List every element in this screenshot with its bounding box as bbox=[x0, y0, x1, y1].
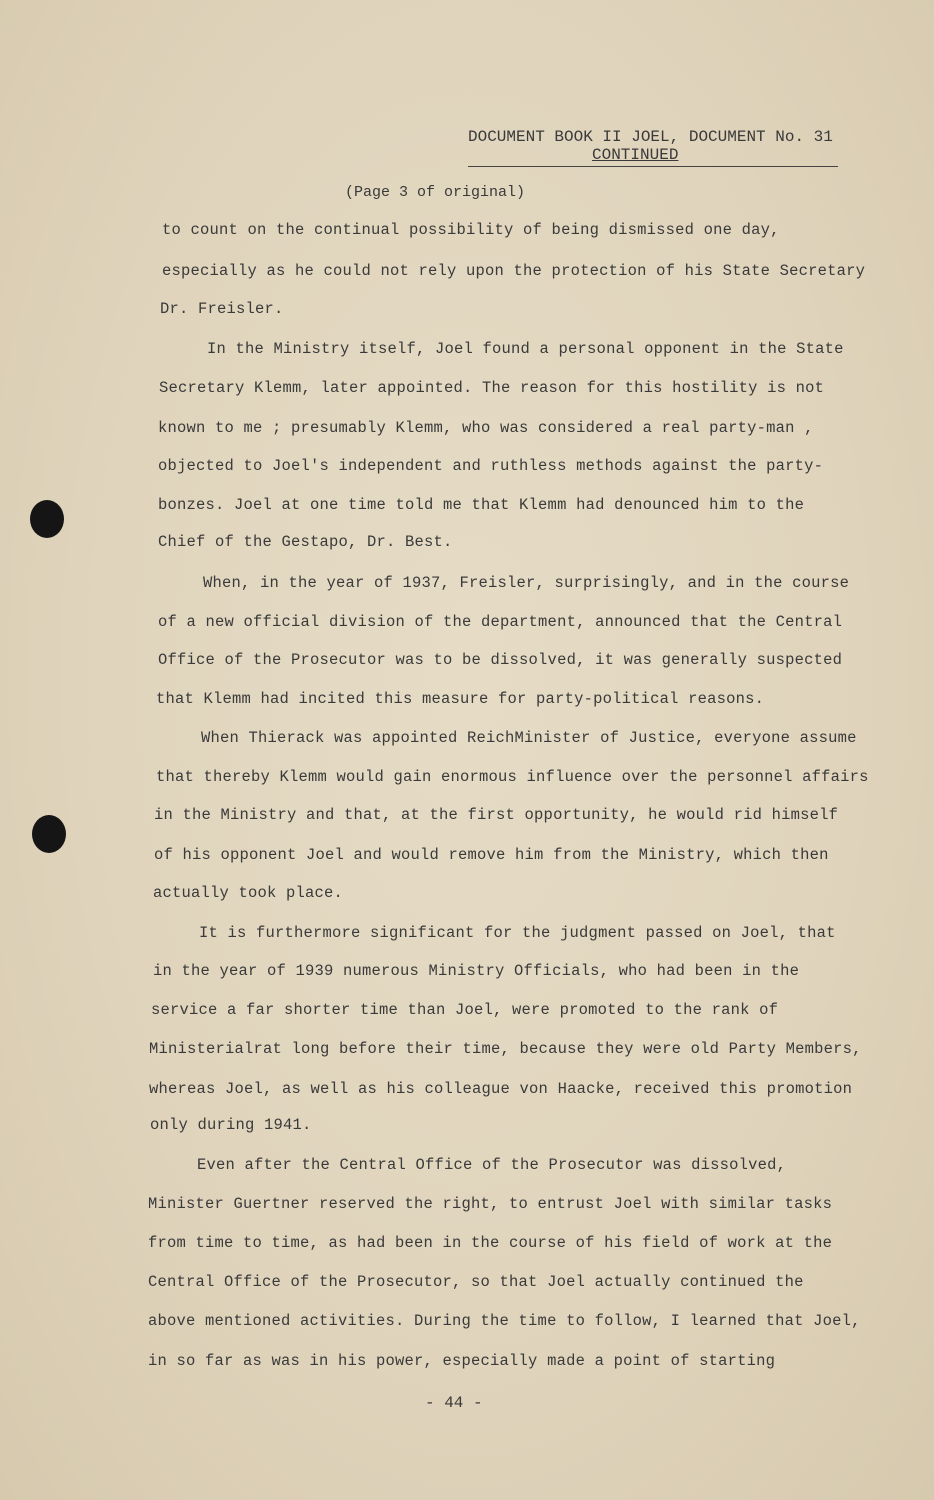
text-line: of a new official division of the department, announced that the Central bbox=[158, 613, 843, 631]
text-line: service a far shorter time than Joel, were promoted to the rank of bbox=[151, 1001, 779, 1019]
text-line: from time to time, as had been in the course of his field of work at the bbox=[148, 1234, 833, 1252]
header-continued: CONTINUED bbox=[592, 146, 679, 164]
text-line: When, in the year of 1937, Freisler, surprisingly, and in the course bbox=[203, 574, 850, 592]
text-line: that thereby Klemm would gain enormous influence over the personnel affairs bbox=[156, 768, 869, 786]
page-number: - 44 - bbox=[425, 1394, 483, 1412]
text-line: objected to Joel's independent and ruthless methods against the party- bbox=[158, 457, 824, 475]
text-line: actually took place. bbox=[153, 884, 344, 902]
text-line: especially as he could not rely upon the protection of his State Secretary bbox=[162, 262, 866, 280]
text-line: in so far as was in his power, especially made a point of starting bbox=[148, 1352, 776, 1370]
text-line: to count on the continual possibility of being dismissed one day, bbox=[162, 221, 780, 239]
text-line: in the year of 1939 numerous Ministry Officials, who had been in the bbox=[153, 962, 800, 980]
text-line: Chief of the Gestapo, Dr. Best. bbox=[158, 533, 453, 551]
text-line: When Thierack was appointed ReichMinister of Justice, everyone assume bbox=[201, 729, 857, 747]
text-line: It is furthermore significant for the judgment passed on Joel, that bbox=[199, 924, 836, 942]
text-line: In the Ministry itself, Joel found a personal opponent in the State bbox=[207, 340, 844, 358]
text-line: Central Office of the Prosecutor, so that Joel actually continued the bbox=[148, 1273, 804, 1291]
text-line: only during 1941. bbox=[150, 1116, 312, 1134]
header-title: DOCUMENT BOOK II JOEL, DOCUMENT No. 31 bbox=[468, 128, 833, 146]
text-line: Secretary Klemm, later appointed. The reason for this hostility is not bbox=[159, 379, 825, 397]
text-line: Even after the Central Office of the Prosecutor was dissolved, bbox=[197, 1156, 787, 1174]
text-line: known to me ; presumably Klemm, who was considered a real party-man , bbox=[158, 419, 814, 437]
page-reference: (Page 3 of original) bbox=[345, 184, 526, 201]
text-line: Office of the Prosecutor was to be dissolved, it was generally suspected bbox=[158, 651, 843, 669]
text-line: Minister Guertner reserved the right, to entrust Joel with similar tasks bbox=[148, 1195, 833, 1213]
text-line: bonzes. Joel at one time told me that Klemm had denounced him to the bbox=[158, 496, 805, 514]
text-line: whereas Joel, as well as his colleague von Haacke, received this promotion bbox=[149, 1080, 853, 1098]
text-line: of his opponent Joel and would remove him from the Ministry, which then bbox=[154, 846, 829, 864]
text-line: Dr. Freisler. bbox=[160, 300, 284, 318]
text-line: in the Ministry and that, at the first opportunity, he would rid himself bbox=[154, 806, 839, 824]
text-line: above mentioned activities. During the time to follow, I learned that Joel, bbox=[148, 1312, 861, 1330]
text-line: Ministerialrat long before their time, because they were old Party Members, bbox=[149, 1040, 862, 1058]
text-line: that Klemm had incited this measure for party-political reasons. bbox=[156, 690, 765, 708]
